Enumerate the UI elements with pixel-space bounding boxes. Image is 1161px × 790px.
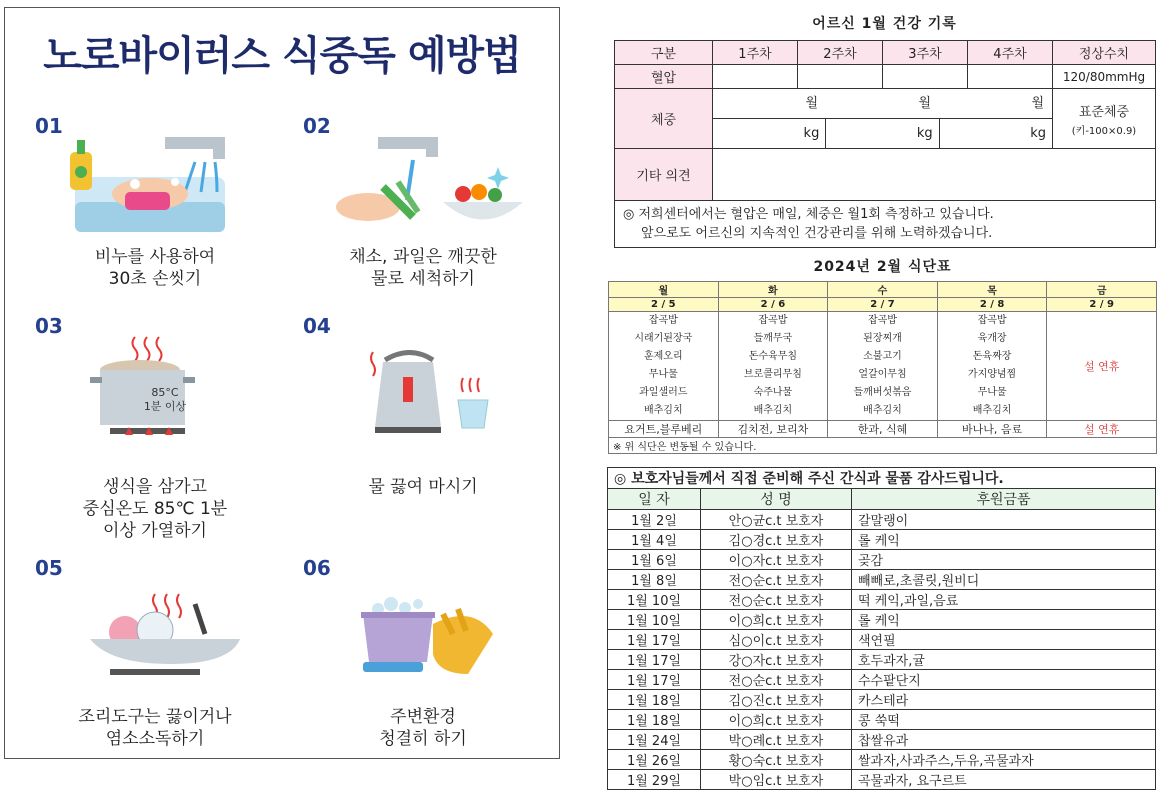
sponsor-date-cell: 1월 4일 bbox=[608, 530, 701, 550]
sponsor-item-cell: 쌀과자,사과주스,두유,곡물과자 bbox=[852, 750, 1156, 770]
sponsor-item-cell: 갈말랭이 bbox=[852, 510, 1156, 530]
menu-item: 얼갈이무침 bbox=[858, 369, 907, 380]
date-tue: 2 / 6 bbox=[718, 298, 828, 312]
menu-item: 시래기된장국 bbox=[634, 333, 693, 344]
sponsor-date-cell: 1월 17일 bbox=[608, 670, 701, 690]
table-row bbox=[608, 610, 1156, 630]
health-record-table bbox=[614, 40, 1156, 248]
sponsor-name-cell: 전○순c.t 보호자 bbox=[701, 590, 852, 610]
sponsor-name-cell: 이○희c.t 보호자 bbox=[701, 610, 852, 630]
poster-step-05 bbox=[35, 556, 285, 771]
menu-item: 배추김치 bbox=[753, 405, 793, 416]
norovirus-poster bbox=[4, 7, 560, 759]
hand-washing-icon bbox=[55, 132, 255, 237]
sponsor-title: ◎ 보호자님들께서 직접 준비해 주신 간식과 물품 감사드립니다. bbox=[608, 468, 1156, 489]
menu-item: 소불고기 bbox=[863, 351, 902, 362]
other-opinion-label: 기타 의견 bbox=[615, 149, 713, 201]
menu-table bbox=[608, 281, 1157, 454]
sponsor-item-cell: 호두과자,귤 bbox=[852, 650, 1156, 670]
bp-week-3 bbox=[883, 65, 968, 89]
health-note bbox=[615, 201, 1156, 248]
sponsor-name-cell: 심○이c.t 보호자 bbox=[701, 630, 852, 650]
menu-item: 들깨무국 bbox=[753, 333, 793, 344]
sponsor-rows bbox=[608, 510, 1156, 790]
sponsor-item-cell: 롤 케익 bbox=[852, 610, 1156, 630]
menu-item: 배추김치 bbox=[972, 405, 1012, 416]
poster-step-01 bbox=[35, 114, 285, 329]
table-row bbox=[608, 710, 1156, 730]
sponsor-item-cell: 색연필 bbox=[852, 630, 1156, 650]
sponsor-date-cell: 1월 24일 bbox=[608, 730, 701, 750]
menu-item: 배추김치 bbox=[643, 405, 683, 416]
sponsor-date-cell: 1월 26일 bbox=[608, 750, 701, 770]
header-week-3: 3주차 bbox=[883, 41, 968, 65]
table-row bbox=[608, 630, 1156, 650]
snack-mon: 요거트,블루베리 bbox=[609, 421, 719, 438]
sponsor-item-cell: 수수팥단지 bbox=[852, 670, 1156, 690]
header-week-4: 4주차 bbox=[968, 41, 1053, 65]
menu-item: 숙주나물 bbox=[753, 387, 793, 398]
poster-title: 노로바이러스 식중독 예방법 bbox=[43, 33, 521, 79]
sponsor-date-cell: 1월 29일 bbox=[608, 770, 701, 790]
sponsor-date-cell: 1월 10일 bbox=[608, 590, 701, 610]
other-opinion-value bbox=[713, 149, 1156, 201]
poster-step-06 bbox=[303, 556, 553, 771]
step-number: 06 bbox=[303, 556, 331, 580]
day-mon: 월 bbox=[609, 282, 719, 298]
sponsor-item-cell: 롤 케익 bbox=[852, 530, 1156, 550]
table-row bbox=[608, 530, 1156, 550]
menu-item: 잡곡밥 bbox=[977, 315, 1007, 326]
header-normal-range: 정상수치 bbox=[1053, 41, 1156, 65]
cleaning-bucket-icon bbox=[323, 574, 523, 679]
standard-weight-formula: (키-100×0.9) bbox=[1071, 125, 1137, 137]
day-tue: 화 bbox=[718, 282, 828, 298]
table-row bbox=[608, 570, 1156, 590]
sponsor-item-cell: 곡물과자, 요구르트 bbox=[852, 770, 1156, 790]
sponsor-name-cell: 김○진c.t 보호자 bbox=[701, 690, 852, 710]
step-number: 05 bbox=[35, 556, 63, 580]
weight-month-2: 월 bbox=[918, 96, 931, 111]
day-thu: 목 bbox=[937, 282, 1047, 298]
menu-col-wed bbox=[828, 312, 938, 421]
table-row bbox=[608, 750, 1156, 770]
menu-item: 들깨버섯볶음 bbox=[853, 387, 912, 398]
menu-item: 육개장 bbox=[977, 333, 1007, 344]
sponsor-date-cell: 1월 10일 bbox=[608, 610, 701, 630]
sponsor-item-cell: 곶감 bbox=[852, 550, 1156, 570]
sponsor-header-item: 후원금품 bbox=[852, 489, 1156, 510]
table-row bbox=[608, 730, 1156, 750]
menu-notice: ※ 위 식단은 변동될 수 있습니다. bbox=[609, 438, 1157, 454]
menu-col-thu bbox=[937, 312, 1047, 421]
header-week-2: 2주차 bbox=[798, 41, 883, 65]
weight-kg-3: kg bbox=[1030, 126, 1046, 141]
date-mon: 2 / 5 bbox=[609, 298, 719, 312]
menu-title: 2024년 2월 식단표 bbox=[813, 259, 952, 275]
weight-label: 체중 bbox=[615, 89, 713, 149]
date-fri: 2 / 9 bbox=[1047, 298, 1157, 312]
health-note-line-2: 앞으로도 어르신의 지속적인 건강관리를 위해 노력하겠습니다. bbox=[641, 226, 993, 241]
sponsor-name-cell: 황○숙c.t 보호자 bbox=[701, 750, 852, 770]
menu-item: 훈제오리 bbox=[643, 351, 683, 362]
menu-col-mon bbox=[609, 312, 719, 421]
bp-week-2 bbox=[798, 65, 883, 89]
snack-fri: 설 연휴 bbox=[1047, 421, 1157, 438]
poster-step-03 bbox=[35, 314, 285, 541]
table-row bbox=[608, 510, 1156, 530]
snack-thu: 바나나, 음료 bbox=[937, 421, 1047, 438]
weight-month-1: 월 bbox=[805, 96, 818, 111]
snack-wed: 한과, 식혜 bbox=[828, 421, 938, 438]
weight-kg-1: kg bbox=[713, 119, 826, 148]
kettle-icon bbox=[323, 332, 523, 437]
sponsor-item-cell: 떡 케익,과일,음료 bbox=[852, 590, 1156, 610]
table-row bbox=[608, 770, 1156, 790]
sponsor-item-cell: 빼빼로,초콜릿,원비디 bbox=[852, 570, 1156, 590]
sponsor-name-cell: 박○임c.t 보호자 bbox=[701, 770, 852, 790]
pan-dishes-icon bbox=[55, 574, 255, 679]
menu-item: 된장찌개 bbox=[863, 333, 902, 344]
menu-item: 돈수육무침 bbox=[748, 351, 798, 362]
table-row bbox=[608, 550, 1156, 570]
health-record-title: 어르신 1월 건강 기록 bbox=[812, 16, 957, 32]
menu-item: 브로콜리무침 bbox=[743, 369, 802, 380]
sponsor-name-cell: 안○균c.t 보호자 bbox=[701, 510, 852, 530]
step-number: 03 bbox=[35, 314, 63, 338]
table-row bbox=[608, 670, 1156, 690]
menu-item: 가지양념찜 bbox=[967, 369, 1017, 380]
pot-temperature-label: 85°C 1분 이상 bbox=[143, 386, 187, 413]
sponsor-date-cell: 1월 8일 bbox=[608, 570, 701, 590]
weight-kg-2: kg bbox=[826, 119, 939, 148]
menu-item: 잡곡밥 bbox=[867, 315, 897, 326]
health-note-line-1: ◎ 저희센터에서는 혈압은 매일, 체중은 월1회 측정하고 있습니다. bbox=[623, 207, 994, 222]
sponsor-table bbox=[607, 467, 1156, 790]
sponsor-name-cell: 김○경c.t 보호자 bbox=[701, 530, 852, 550]
sponsor-name-cell: 전○순c.t 보호자 bbox=[701, 570, 852, 590]
sponsor-date-cell: 1월 17일 bbox=[608, 650, 701, 670]
menu-item: 돈육짜장 bbox=[972, 351, 1012, 362]
standard-weight bbox=[1053, 89, 1156, 149]
sponsor-item-cell: 카스테라 bbox=[852, 690, 1156, 710]
sponsor-name-cell: 이○자c.t 보호자 bbox=[701, 550, 852, 570]
sponsor-date-cell: 1월 17일 bbox=[608, 630, 701, 650]
step-text: 비누를 사용하여 30초 손씻기 bbox=[94, 247, 216, 289]
sponsor-header-name: 성 명 bbox=[701, 489, 852, 510]
header-week-1: 1주차 bbox=[713, 41, 798, 65]
bp-week-4 bbox=[968, 65, 1053, 89]
standard-weight-label: 표준체중 bbox=[1078, 104, 1130, 120]
weight-month-3: 월 bbox=[1031, 96, 1044, 111]
bp-week-1 bbox=[713, 65, 798, 89]
boiling-pot-icon bbox=[55, 332, 255, 437]
sponsor-date-cell: 1월 6일 bbox=[608, 550, 701, 570]
step-text: 주변환경 청결히 하기 bbox=[379, 707, 467, 749]
menu-col-fri-holiday: 설 연휴 bbox=[1047, 312, 1157, 421]
sponsor-date-cell: 1월 18일 bbox=[608, 710, 701, 730]
sponsor-date-cell: 1월 18일 bbox=[608, 690, 701, 710]
menu-item: 잡곡밥 bbox=[648, 315, 678, 326]
menu-item: 잡곡밥 bbox=[758, 315, 788, 326]
sponsor-date-cell: 1월 2일 bbox=[608, 510, 701, 530]
sponsor-name-cell: 전○순c.t 보호자 bbox=[701, 670, 852, 690]
step-text: 조리도구는 끓이거나 염소소독하기 bbox=[78, 707, 232, 749]
sponsor-name-cell: 강○자c.t 보호자 bbox=[701, 650, 852, 670]
step-number: 01 bbox=[35, 114, 63, 138]
header-category: 구분 bbox=[615, 41, 713, 65]
step-text: 물 끓여 마시기 bbox=[368, 477, 478, 497]
menu-item: 무나물 bbox=[977, 387, 1007, 398]
poster-step-04 bbox=[303, 314, 553, 529]
table-row bbox=[608, 690, 1156, 710]
menu-col-tue bbox=[718, 312, 828, 421]
day-fri: 금 bbox=[1047, 282, 1157, 298]
poster-step-02 bbox=[303, 114, 553, 329]
weight-month-row bbox=[713, 89, 1053, 119]
step-text: 생식을 삼가고 중심온도 85℃ 1분 이상 가열하기 bbox=[82, 477, 228, 541]
date-thu: 2 / 8 bbox=[937, 298, 1047, 312]
sponsor-item-cell: 콩 쑥떡 bbox=[852, 710, 1156, 730]
bp-normal-value: 120/80mmHg bbox=[1053, 65, 1156, 89]
weight-kg-row bbox=[713, 119, 1053, 149]
menu-item: 배추김치 bbox=[863, 405, 902, 416]
date-wed: 2 / 7 bbox=[828, 298, 938, 312]
table-row bbox=[608, 590, 1156, 610]
sponsor-name-cell: 박○례c.t 보호자 bbox=[701, 730, 852, 750]
snack-tue: 김치전, 보리차 bbox=[718, 421, 828, 438]
sponsor-name-cell: 이○희c.t 보호자 bbox=[701, 710, 852, 730]
menu-item: 무나물 bbox=[648, 369, 678, 380]
step-number: 04 bbox=[303, 314, 331, 338]
menu-item: 과일샐러드 bbox=[639, 387, 688, 398]
step-number: 02 bbox=[303, 114, 331, 138]
sponsor-item-cell: 찹쌀유과 bbox=[852, 730, 1156, 750]
step-text: 채소, 과일은 깨끗한 물로 세척하기 bbox=[349, 247, 497, 289]
vegetable-washing-icon bbox=[323, 132, 523, 237]
table-row bbox=[608, 650, 1156, 670]
sponsor-header-date: 일 자 bbox=[608, 489, 701, 510]
day-wed: 수 bbox=[828, 282, 938, 298]
blood-pressure-label: 혈압 bbox=[615, 65, 713, 89]
